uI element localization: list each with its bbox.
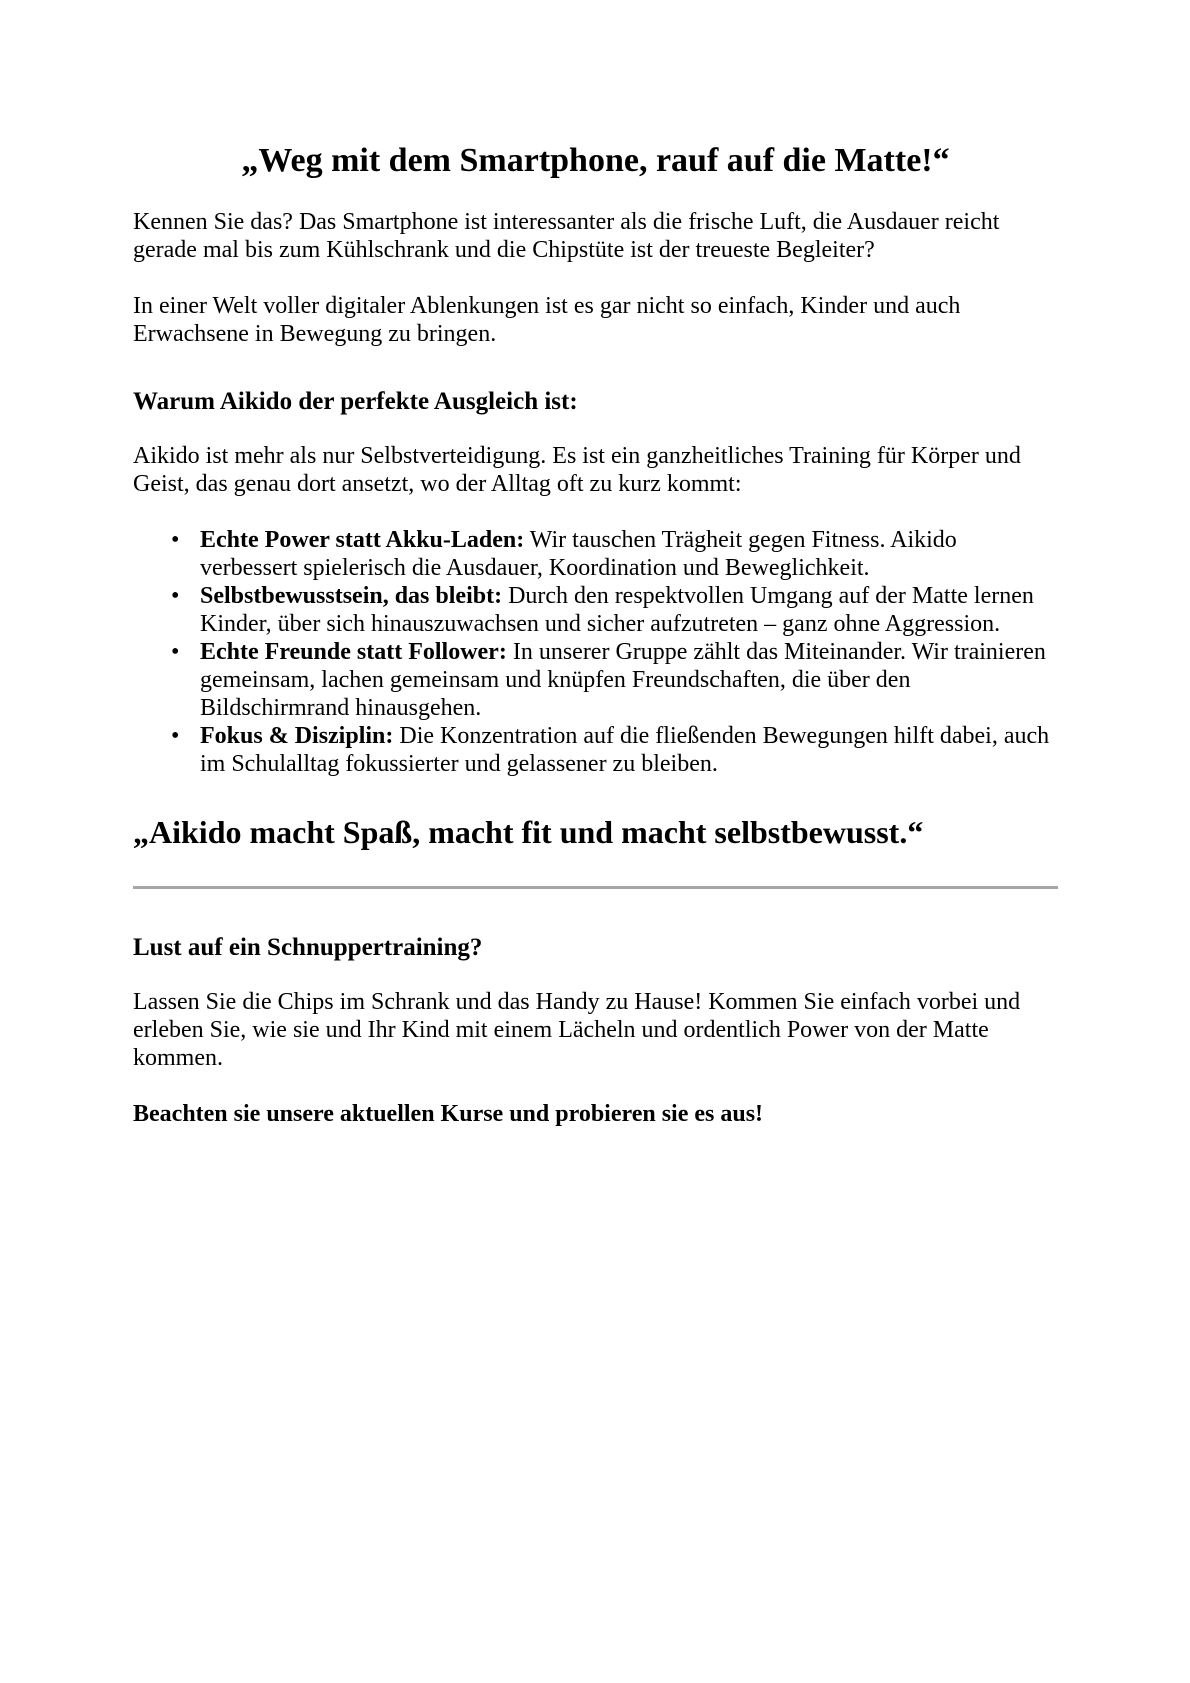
bullet-lead-text: Echte Freunde statt Follower: xyxy=(200,639,507,665)
trial-invitation-paragraph: Lassen Sie die Chips im Schrank und das Handy zu Hause! Kommen Sie einfach vorbei und erleben Sie, wie sie und Ihr Kind mit einem Lächeln und ordentlich Power von der Matte kommen. xyxy=(133,989,1021,1071)
list-item xyxy=(171,526,1058,582)
bullet-body-text: Durch den respektvollen Umgang auf der Matte lernen Kinder, über sich hinauszuwachsen und sicher aufzutreten – ganz ohne Aggression. xyxy=(200,583,1034,637)
section-heading-why-aikido: Warum Aikido der perfekte Ausgleich ist: xyxy=(133,388,578,415)
pull-quote: „Aikido macht Spaß, macht fit und macht selbstbewusst.“ xyxy=(133,814,924,850)
bullet-body-text: Die Konzentration auf die fließenden Bewegungen hilft dabei, auch im Schulalltag fokussierter und gelassener zu bleiben. xyxy=(200,723,1050,777)
bullet-marker-icon: • xyxy=(171,527,180,553)
intro-paragraph-1: Kennen Sie das? Das Smartphone ist interessanter als die frische Luft, die Ausdauer reicht gerade mal bis zum Kühlschrank und die Chipstüte ist der treueste Begleiter? xyxy=(133,209,1000,263)
bullet-marker-icon: • xyxy=(171,723,180,749)
benefits-bullet-list xyxy=(133,526,1058,778)
bullet-lead-text: Fokus & Disziplin: xyxy=(200,723,394,749)
bullet-lead-text: Selbstbewusstsein, das bleibt: xyxy=(200,583,503,609)
bullet-lead-text: Echte Power statt Akku-Laden: xyxy=(200,527,525,553)
section-heading-trial-training: Lust auf ein Schnuppertraining? xyxy=(133,934,483,961)
intro-paragraph-2: In einer Welt voller digitaler Ablenkungen ist es gar nicht so einfach, Kinder und auch Erwachsene in Bewegung zu bringen. xyxy=(133,293,961,347)
horizontal-rule xyxy=(133,886,1058,889)
bullet-body-text: Wir tauschen Trägheit gegen Fitness. Aikido verbessert spielerisch die Ausdauer, Koordination und Beweglichkeit. xyxy=(200,527,957,581)
bullet-marker-icon: • xyxy=(171,583,180,609)
page-title: „Weg mit dem Smartphone, rauf auf die Matte!“ xyxy=(241,142,950,179)
cta-text: Beachten sie unsere aktuellen Kurse und probieren sie es aus! xyxy=(133,1101,764,1127)
list-item xyxy=(171,722,1058,778)
section-why-lead-paragraph: Aikido ist mehr als nur Selbstverteidigung. Es ist ein ganzheitliches Training für Körper und Geist, das genau dort ansetzt, wo der Alltag oft zu kurz kommt: xyxy=(133,443,1021,497)
list-item xyxy=(171,638,1058,722)
list-item xyxy=(171,582,1058,638)
bullet-body-text: In unserer Gruppe zählt das Miteinander. Wir trainieren gemeinsam, lachen gemeinsam und knüpfen Freundschaften, die über den Bildschirmrand hinausgehen. xyxy=(200,639,1046,721)
bullet-marker-icon: • xyxy=(171,639,180,665)
